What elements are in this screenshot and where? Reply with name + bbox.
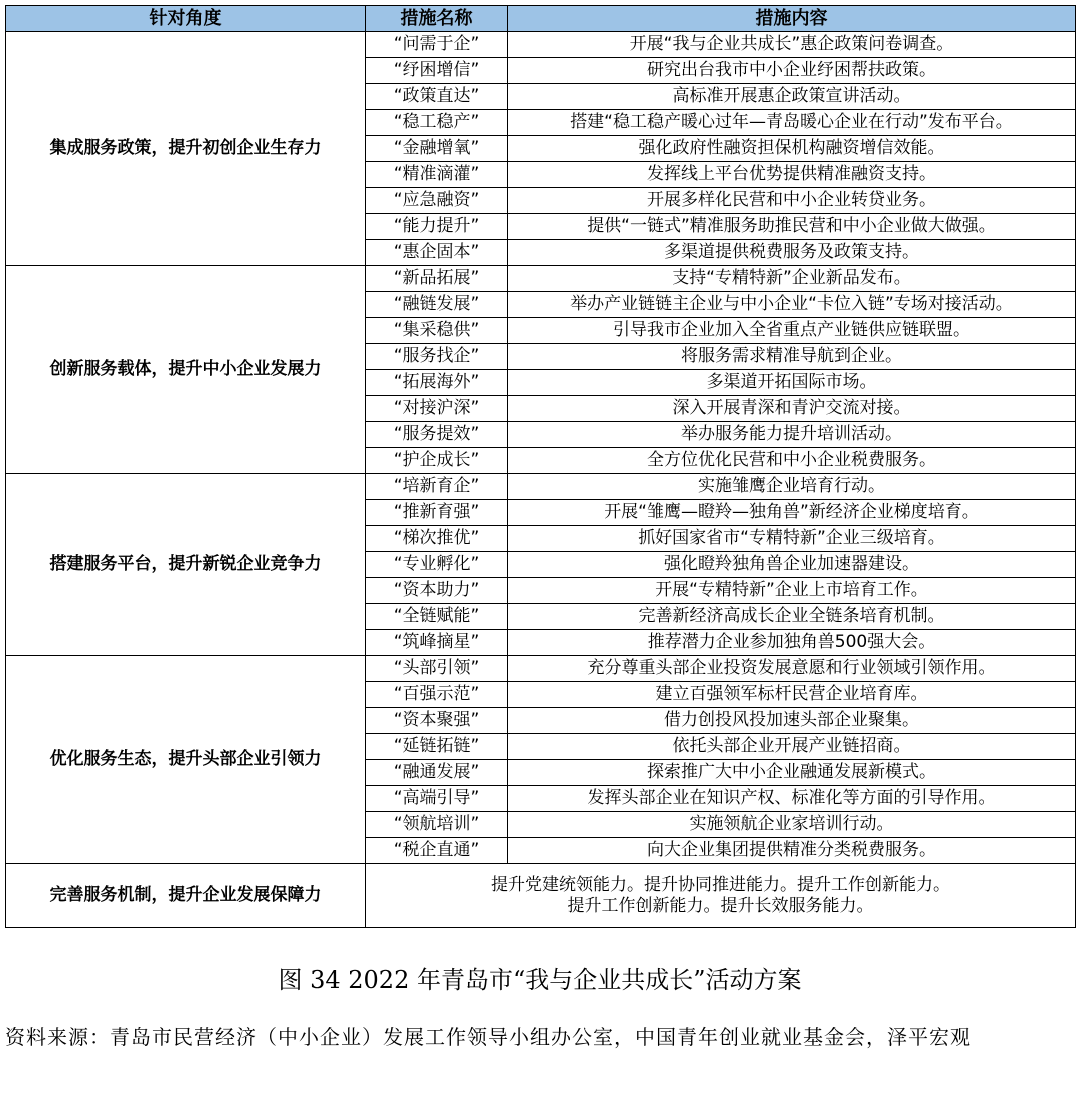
- group-title: 创新服务载体，提升中小企业发展力: [6, 266, 366, 474]
- measure-name: “服务找企”: [366, 344, 508, 370]
- measure-content: 发挥线上平台优势提供精准融资支持。: [508, 162, 1076, 188]
- measure-content: 全方位优化民营和中小企业税费服务。: [508, 448, 1076, 474]
- measure-name: “问需于企”: [366, 32, 508, 58]
- measure-name: “拓展海外”: [366, 370, 508, 396]
- table-row: [6, 656, 1076, 682]
- measure-name: “全链赋能”: [366, 604, 508, 630]
- measure-name: “应急融资”: [366, 188, 508, 214]
- group-title: 优化服务生态，提升头部企业引领力: [6, 656, 366, 864]
- measure-name: “能力提升”: [366, 214, 508, 240]
- measure-name: “筑峰摘星”: [366, 630, 508, 656]
- measure-content: 开展“专精特新”企业上市培育工作。: [508, 578, 1076, 604]
- measure-name: “惠企固本”: [366, 240, 508, 266]
- header-measure-content: 措施内容: [508, 6, 1076, 32]
- measure-content: 发挥头部企业在知识产权、标准化等方面的引导作用。: [508, 786, 1076, 812]
- measure-content: 支持“专精特新”企业新品发布。: [508, 266, 1076, 292]
- measure-name: “稳工稳产”: [366, 110, 508, 136]
- measure-name: “新品拓展”: [366, 266, 508, 292]
- measure-name: “高端引导”: [366, 786, 508, 812]
- measure-name: “推新育强”: [366, 500, 508, 526]
- last-group-line-1: 提升党建统领能力。提升协同推进能力。提升工作创新能力。: [491, 875, 950, 896]
- measure-name: “纾困增信”: [366, 58, 508, 84]
- header-angle: 针对角度: [6, 6, 366, 32]
- group-title: 完善服务机制，提升企业发展保障力: [6, 864, 366, 928]
- measure-name: “融通发展”: [366, 760, 508, 786]
- measure-name: “培新育企”: [366, 474, 508, 500]
- table-row: [6, 32, 1076, 58]
- measure-content: 引导我市企业加入全省重点产业链供应链联盟。: [508, 318, 1076, 344]
- measure-content: 举办服务能力提升培训活动。: [508, 422, 1076, 448]
- measure-name: “精准滴灌”: [366, 162, 508, 188]
- measure-content: 实施领航企业家培训行动。: [508, 812, 1076, 838]
- measure-content: 高标准开展惠企政策宣讲活动。: [508, 84, 1076, 110]
- measure-name: “梯次推优”: [366, 526, 508, 552]
- measure-content: 将服务需求精准导航到企业。: [508, 344, 1076, 370]
- measure-content: 搭建“稳工稳产暖心过年—青岛暖心企业在行动”发布平台。: [508, 110, 1076, 136]
- measure-content: 多渠道提供税费服务及政策支持。: [508, 240, 1076, 266]
- measure-content: 深入开展青深和青沪交流对接。: [508, 396, 1076, 422]
- header-measure-name: 措施名称: [366, 6, 508, 32]
- measure-content: 强化政府性融资担保机构融资增信效能。: [508, 136, 1076, 162]
- activity-plan-table: [5, 5, 1076, 928]
- measure-name: “头部引领”: [366, 656, 508, 682]
- measure-name: “资本聚强”: [366, 708, 508, 734]
- measure-content: 充分尊重头部企业投资发展意愿和行业领域引领作用。: [508, 656, 1076, 682]
- measure-content: 建立百强领军标杆民营企业培育库。: [508, 682, 1076, 708]
- measure-name: “集采稳供”: [366, 318, 508, 344]
- source-note: 资料来源：青岛市民营经济（中小企业）发展工作领导小组办公室，中国青年创业就业基金会，泽平宏观: [5, 1025, 971, 1049]
- measure-content: 实施雏鹰企业培育行动。: [508, 474, 1076, 500]
- table-row: [6, 266, 1076, 292]
- measure-name: “对接沪深”: [366, 396, 508, 422]
- measure-name: “金融增氧”: [366, 136, 508, 162]
- measure-name: “政策直达”: [366, 84, 508, 110]
- measure-name: “护企成长”: [366, 448, 508, 474]
- measure-content: 开展多样化民营和中小企业转贷业务。: [508, 188, 1076, 214]
- table-header-row: [6, 6, 1076, 32]
- measure-name: “百强示范”: [366, 682, 508, 708]
- measure-content: 研究出台我市中小企业纾困帮扶政策。: [508, 58, 1076, 84]
- last-group-row: [6, 864, 1076, 928]
- measure-content: 探索推广大中小企业融通发展新模式。: [508, 760, 1076, 786]
- measure-name: “融链发展”: [366, 292, 508, 318]
- measure-name: “领航培训”: [366, 812, 508, 838]
- measure-name: “资本助力”: [366, 578, 508, 604]
- measure-content: 举办产业链链主企业与中小企业“卡位入链”专场对接活动。: [508, 292, 1076, 318]
- measure-content: 抓好国家省市“专精特新”企业三级培育。: [508, 526, 1076, 552]
- figure-caption: 图 34 2022 年青岛市“我与企业共成长”活动方案: [278, 966, 802, 994]
- measure-name: “专业孵化”: [366, 552, 508, 578]
- last-group-content: [366, 864, 1076, 928]
- measure-content: 向大企业集团提供精准分类税费服务。: [508, 838, 1076, 864]
- measure-name: “延链拓链”: [366, 734, 508, 760]
- measure-content: 完善新经济高成长企业全链条培育机制。: [508, 604, 1076, 630]
- last-group-line-2: 提升工作创新能力。提升长效服务能力。: [567, 895, 874, 916]
- measure-content: 推荐潜力企业参加独角兽500强大会。: [508, 630, 1076, 656]
- measure-content: 强化瞪羚独角兽企业加速器建设。: [508, 552, 1076, 578]
- measure-content: 多渠道开拓国际市场。: [508, 370, 1076, 396]
- group-title: 搭建服务平台，提升新锐企业竞争力: [6, 474, 366, 656]
- measure-name: “服务提效”: [366, 422, 508, 448]
- measure-name: “税企直通”: [366, 838, 508, 864]
- table-body: [6, 32, 1076, 928]
- measure-content: 开展“我与企业共成长”惠企政策问卷调查。: [508, 32, 1076, 58]
- group-title: 集成服务政策，提升初创企业生存力: [6, 32, 366, 266]
- measure-content: 提供“一链式”精准服务助推民营和中小企业做大做强。: [508, 214, 1076, 240]
- measure-content: 借力创投风投加速头部企业聚集。: [508, 708, 1076, 734]
- measure-content: 依托头部企业开展产业链招商。: [508, 734, 1076, 760]
- measure-content: 开展“雏鹰—瞪羚—独角兽”新经济企业梯度培育。: [508, 500, 1076, 526]
- table-row: [6, 474, 1076, 500]
